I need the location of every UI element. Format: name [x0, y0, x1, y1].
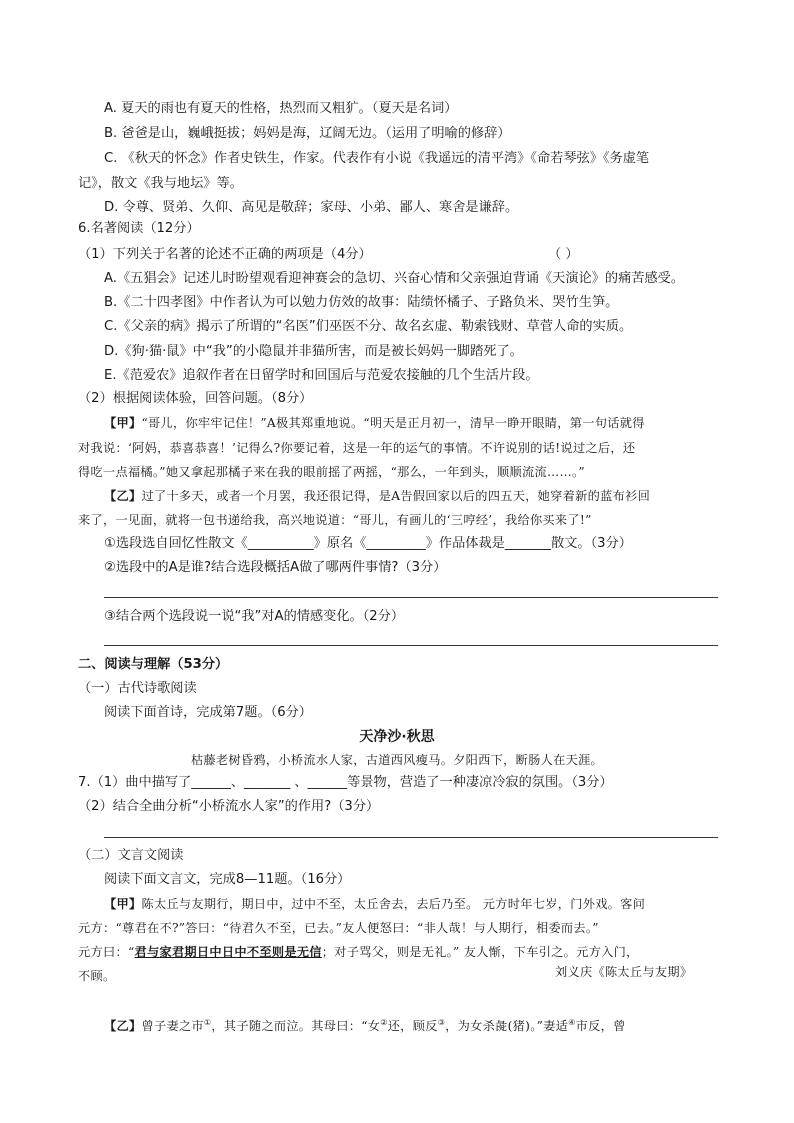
footnote-marker-1: ① [203, 1018, 212, 1027]
footnote-marker-4: ④ [568, 1018, 576, 1027]
q6-sub3: ③结合两个选段说一说“我”对A的情感变化。（2分） [104, 609, 405, 624]
passage-label-yi: 【乙】 [104, 489, 142, 503]
answer-line-q6-sub2[interactable] [104, 597, 718, 598]
footnote-marker-3: ③ [437, 1018, 446, 1027]
classical-jia-line4: 不顾。 [78, 969, 116, 983]
q5-option-c-line2: 记》，散文《我与地坛》等。 [78, 176, 243, 191]
passage-label-jia-classical: 【甲】 [104, 897, 142, 911]
q6-option-c: C.《父亲的病》揭示了所谓的“名医”们巫医不分、故名玄虚、勒索钱财、草菅人命的实质。 [104, 319, 633, 334]
q6-option-e: E.《范爱农》追叙作者在日留学时和回国后与范爱农接触的几个生活片段。 [104, 368, 539, 383]
underlined-sentence: 君与家君期日中日中不至则是无信 [134, 945, 322, 959]
q6-option-d: D.《狗·猫·鼠》中“我”的小隐鼠并非猫所害，而是被长妈妈一脚踏死了。 [104, 344, 523, 359]
q6-passage-jia-line1: 【甲】“哥儿，你牢牢记住！”A极其郑重地说。“明天是正月初一，清早一睁开眼睛，第一句话就得 [104, 416, 645, 430]
classical-jia-line2: 元方：“尊君在不?”答曰：“待君久不至，已去。”友人便怒曰：“非人哉！与人期行，相委而去。” [78, 921, 599, 935]
q6-passage-jia-line3: 得吃一点福橘。”她又拿起那橘子来在我的眼前摇了两摇，“那么，一年到头，顺顺流流……。” [78, 465, 585, 479]
classical-jia-line1: 【甲】陈太丘与友期行，期日中，过中不至，太丘舍去，去后乃至。 元方时年七岁，门外戏。客问 [104, 897, 646, 911]
q5-option-a: A. 夏天的雨也有夏天的性格，热烈而又粗犷。（夏天是名词） [104, 101, 458, 116]
q7-part1: 7.（1）曲中描写了______、_______ 、______等景物，营造了一种凄凉冷寂的氛围。（3分） [78, 775, 613, 790]
poem-text: 枯藤老树昏鸦，小桥流水人家，古道西风瘦马。夕阳西下，断肠人在天涯。 [190, 753, 604, 767]
section-2-heading: 二、阅读与理解（53分） [78, 657, 229, 672]
q6-option-b: B.《二十四孝图》中作者认为可以勉力仿效的故事：陆绩怀橘子、子路负米、哭竹生笋。 [104, 295, 619, 310]
q6-passage-yi-line1: 【乙】过了十多天，或者一个月罢，我还很记得，是A告假回家以后的四五天，她穿着新的蓝布衫回 [104, 489, 651, 503]
poetry-heading: （一）古代诗歌阅读 [78, 681, 197, 696]
q7-part2: （2）结合全曲分析“小桥流水人家”的作用?（3分） [78, 799, 380, 814]
q5-option-c-line1: C. 《秋天的怀念》作者史铁生，作家。代表作有小说《我遥远的清平湾》《命若琴弦》《务虚笔 [104, 151, 650, 166]
q6-sub2: ②选段中的A是谁?结合选段概括A做了哪两件事情?（3分） [104, 560, 447, 575]
answer-line-q7-part2[interactable] [104, 837, 718, 838]
q6-heading: 6.名著阅读（12分） [78, 221, 200, 236]
classical-jia-line3: 元方曰：“君与家君期日中日中不至则是无信；对子骂父，则是无礼。” 友人惭，下车引之。元方入门， [78, 945, 639, 959]
q6-passage-jia-line2: 对我说：‘阿妈，恭喜恭喜！’记得么?你要记着，这是一年的运气的事情。不许说别的话!说过之后，还 [78, 441, 636, 455]
q6-part2-prompt: （2）根据阅读体验，回答问题。（8分） [78, 391, 313, 406]
classical-heading: （二）文言文阅读 [78, 848, 184, 863]
q6-option-a: A.《五猖会》记述儿时盼望观看迎神赛会的急切、兴奋心情和父亲强迫背诵《天演论》的痛苦感受。 [104, 271, 685, 286]
q5-option-d: D. 令尊、贤弟、久仰、高见是敬辞；家母、小弟、鄙人、寒舍是谦辞。 [104, 200, 519, 215]
q6-passage-yi-line2: 来了，一见面，就将一包书递给我，高兴地说道：“哥儿，有画儿的‘三哼经’，我给你买来了!” [78, 513, 592, 527]
passage-label-jia: 【甲】 [104, 416, 142, 430]
q6-sub1: ①选段选自回忆性散文《__________》原名《_________》作品体裁是_______散文。（3分） [104, 536, 632, 551]
classical-jia-source: 刘义庆《陈太丘与友期》 [555, 965, 693, 979]
q6-part1-prompt: （1）下列关于名著的论述不正确的两项是（4分） [78, 247, 372, 262]
q6-part1-answer-blank[interactable]: （ ） [548, 247, 579, 262]
classical-intro: 阅读下面文言文，完成8—11题。（16分） [104, 872, 351, 887]
poetry-intro: 阅读下面首诗，完成第7题。（6分） [104, 705, 312, 720]
footnote-marker-2: ② [380, 1018, 388, 1027]
answer-line-q6-sub3[interactable] [104, 645, 718, 646]
passage-label-yi-classical: 【乙】 [104, 1019, 142, 1034]
poem-title: 天净沙·秋思 [359, 729, 435, 745]
classical-yi-line1: 【乙】曾子妻之市①，其子随之而泣。其母曰：“女②还，顾反③，为女杀彘(猪)。”妻适④市反，曾 [104, 1018, 626, 1034]
q5-option-b: B. 爸爸是山，巍峨挺拔；妈妈是海，辽阔无边。（运用了明喻的修辞） [104, 126, 511, 141]
